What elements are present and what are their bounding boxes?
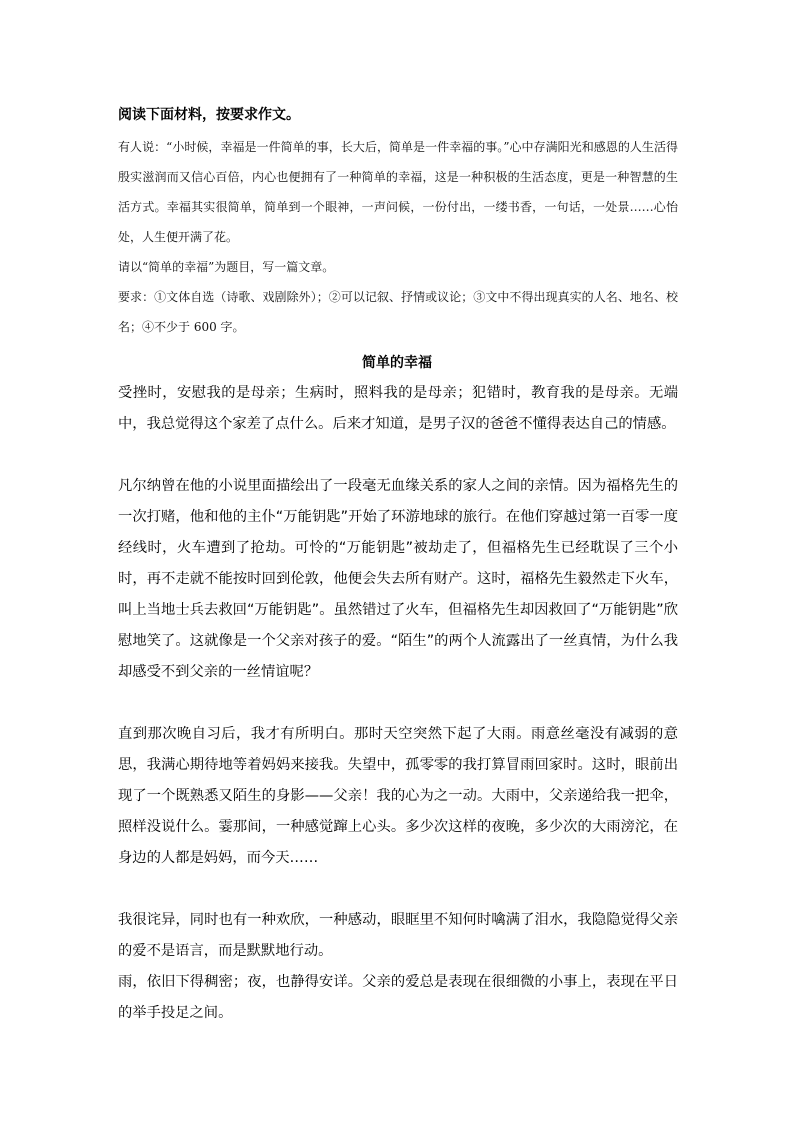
paragraph-spacer: [118, 440, 678, 471]
essay-paragraph-4: 我很诧异，同时也有一种欢欣，一种感动，眼眶里不知何时噙满了泪水，我隐隐觉得父亲的爱不是语言，而是默默地行动。: [118, 912, 678, 959]
prompt-requirements: 要求：①文体自选（诗歌、戏剧除外）；②可以记叙、抒情或议论；③文中不得出现真实的人名、地名、校名；④不少于 600 字。: [118, 290, 678, 334]
essay-paragraph-3: 直到那次晚自习后，我才有所明白。那时天空突然下起了大雨。雨意丝毫没有减弱的意思，我满心期待地等着妈妈来接我。失望中，孤零零的我打算冒雨回家时。这时，眼前出现了一个既熟悉又陌生的身影——父亲！我的心为之一动。大雨中，父亲递给我一把伞，照样没说什么。霎那间，一种感觉蹿上心头。多少次这样的夜晚，多少次的大雨滂沱，在身边的人都是妈妈，而今天……: [118, 726, 678, 866]
prompt-instruction: 请以“简单的幸福”为题目，写一篇文章。: [118, 260, 335, 274]
prompt-body: [118, 132, 678, 342]
essay-paragraph-1: 受挫时，安慰我的是母亲；生病时，照料我的是母亲；犯错时，教育我的是母亲。无端中，我总觉得这个家差了点什么。后来才知道，是男子汉的爸爸不懂得表达自己的情感。: [118, 385, 678, 432]
paragraph-spacer: [118, 874, 678, 905]
prompt-heading: 阅读下面材料，按要求作文。: [118, 107, 300, 123]
paragraph-spacer: [118, 688, 678, 719]
essay-title: 简单的幸福: [362, 355, 432, 371]
essay-body: [118, 378, 678, 1029]
essay-paragraph-5: 雨，依旧下得稠密；夜，也静得安详。父亲的爱总是表现在很细微的小事上，表现在平日的举手投足之间。: [118, 974, 678, 1021]
prompt-material: 有人说：“小时候，幸福是一件简单的事，长大后，简单是一件幸福的事。”心中存满阳光和感恩的人生活得殷实滋润而又信心百倍，内心也便拥有了一种简单的幸福，这是一种积极的生活态度，更是一种智慧的生活方式。幸福其实很简单，简单到一个眼神，一声问候，一份付出，一缕书香，一句话，一处景……心怡处，人生便开满了花。: [118, 140, 678, 244]
essay-paragraph-2: 凡尔纳曾在他的小说里面描绘出了一段毫无血缘关系的家人之间的亲情。因为福格先生的一次打赌，他和他的主仆“万能钥匙”开始了环游地球的旅行。在他们穿越过第一百零一度经线时，火车遭到了抢劫。可怜的“万能钥匙”被劫走了，但福格先生已经耽误了三个小时，再不走就不能按时回到伦敦，他便会失去所有财产。这时，福格先生毅然走下火车，叫上当地士兵去救回“万能钥匙”。虽然错过了火车，但福格先生却因救回了“万能钥匙”欣慰地笑了。这就像是一个父亲对孩子的爱。“陌生”的两个人流露出了一丝真情，为什么我却感受不到父亲的一丝情谊呢？: [118, 478, 678, 680]
